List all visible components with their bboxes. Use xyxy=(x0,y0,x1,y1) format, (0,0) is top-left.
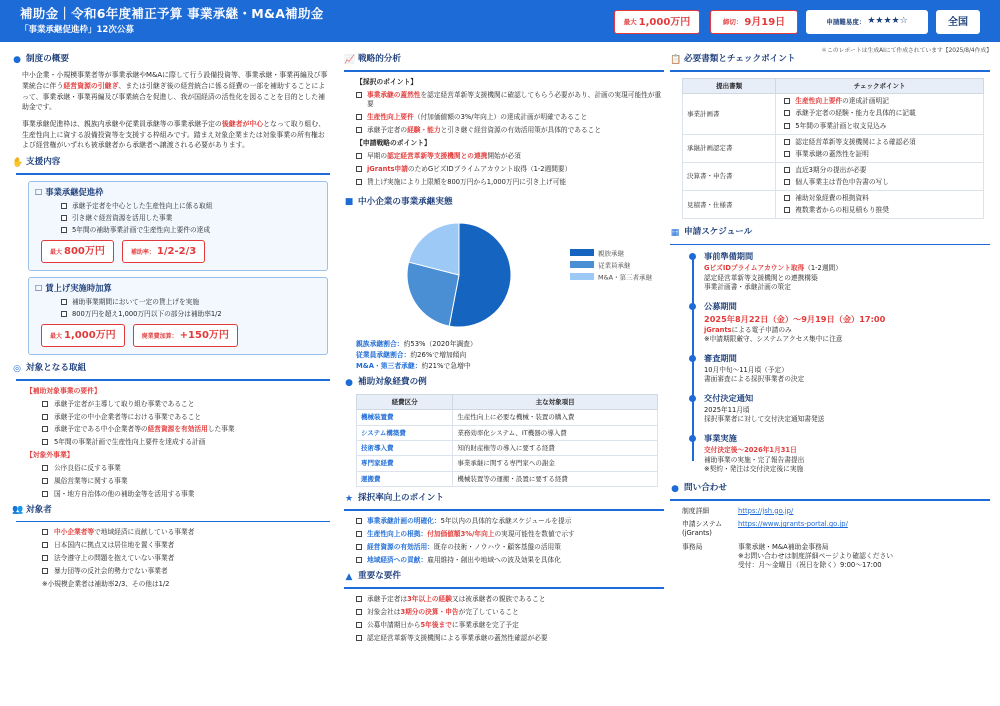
legend-swatch-0 xyxy=(570,249,594,256)
apply-head: 【申請戦略のポイント】 xyxy=(356,138,431,147)
header-banner xyxy=(0,0,1000,42)
adopt-head: 【採択のポイント】 xyxy=(356,77,418,86)
apply-point: jGrants申請のためGビズIDプライムアカウント取得（1-2週間要） xyxy=(356,165,664,174)
eligible-item: 法令遵守上の問題を抱えていない事業者 xyxy=(42,554,334,563)
support-box-wage xyxy=(28,277,328,355)
documents-divider xyxy=(670,70,990,72)
legend-swatch-1 xyxy=(570,261,594,268)
exclusion-item: 公序良俗に反する事業 xyxy=(42,464,334,473)
pie-chart xyxy=(344,213,664,339)
table-row: 見積書・仕様書 補助対象経費の根拠資料 複数業者からの相見積もり推奨 xyxy=(683,191,984,219)
region-badge: 全国 xyxy=(936,10,980,34)
targets-ex-head: 【対象外事業】 xyxy=(26,451,74,460)
warning-icon: ▲ xyxy=(345,571,353,582)
contact-heading: ● 問い合わせ xyxy=(671,482,727,494)
legend-label-0: 親族承継 xyxy=(598,249,624,258)
difficulty-badge: 申請難易度： ★★★★☆ xyxy=(806,10,928,34)
eligible-heading: 👥 対象者 xyxy=(12,504,52,516)
table-row: 承継計画認定書 認定経営革新等支援機関による確認必須 事業承継の蓋然性を証明 xyxy=(683,134,984,162)
strategy-heading: 📈 戦略的分析 xyxy=(344,54,401,65)
documents-table xyxy=(682,78,984,220)
important-item: 公募申請期日から5年後までに事業承継を完了予定 xyxy=(356,621,664,630)
chart-stat: M&A・第三者承継：約21%で急増中 xyxy=(356,361,471,370)
important-heading: ▲ 重要な要件 xyxy=(345,571,401,582)
documents-col-check: チェックポイント xyxy=(776,78,984,93)
support-item: 承継予定者を中心とした生産性向上に係る取組 xyxy=(61,202,321,211)
adoption-point: 生産性向上の根拠：付加価値額3%/年向上の実現可能性を数値で示す xyxy=(356,530,664,539)
table-row: 機械装置費 生産性向上に必要な機械・装置の購入費 xyxy=(357,410,658,425)
schedule-step: 審査期間 10月中旬～11月頃（予定） 書面審査による採択事業者の決定 xyxy=(692,353,990,385)
middle-column xyxy=(344,54,664,647)
targets-req-head: 【補助対象事業の要件】 xyxy=(26,386,101,395)
important-item: 対象会社は3期分の決算・申告が完了していること xyxy=(356,608,664,617)
support-box-wage-title: ☐ 賃上げ実施時加算 xyxy=(35,283,112,294)
eligible-item: 暴力団等の反社会的勢力でない事業者 xyxy=(42,567,334,576)
legend-swatch-2 xyxy=(570,273,594,280)
support-heading: ✋ 支援内容 xyxy=(12,157,61,168)
adopt-point: 生産性向上要件（付加価値額の3%/年向上）の達成計画が明確であること xyxy=(356,113,664,122)
chart-heading: ■ 中小企業の事業承継実態 xyxy=(344,196,453,208)
important-divider xyxy=(344,587,664,589)
contact-row: 制度詳細 https://jsh.go.jp/ xyxy=(682,506,794,515)
info-icon: ● xyxy=(13,54,21,65)
support-rate-pill: 補助率： 1/2-2/3 xyxy=(122,240,205,263)
eligible-footnote: ※小規模企業者は補助率2/3、その他は1/2 xyxy=(42,579,170,588)
overview-para-1: 中小企業・小規模事業者等が事業承継やM&Aに際して行う設備投資等、事業承継・事業再編及び事業統合に伴う経営資源の引継ぎ、または引継ぎ後の経営統合に係る経費の一部を補助することによって、事業承継・事業再編及び事業統合を促進し、我が国経済の活性化を図ることを目的とした補助金です。 xyxy=(22,71,328,112)
chart-stat: 従業員承継割合：約26%で増加傾向 xyxy=(356,350,467,359)
schedule-step: 事前準備期間 GビズIDプライムアカウント取得（1-2週間） 認定経営革新等支援機関との連携構築 事業計画書・承継計画の策定 xyxy=(692,251,990,293)
chart-line-icon: 📈 xyxy=(344,54,356,65)
schedule-step: 交付決定通知 2025年11月頃 採択事業者に対して交付決定通知書発送 xyxy=(692,393,990,425)
adoption-point: 地域経済への貢献：雇用維持・創出や地域への波及効果を具体化 xyxy=(356,556,664,565)
schedule-heading: ▦ 申請スケジュール xyxy=(670,227,753,239)
table-row: 技術導入費 知的財産権等の導入に要する経費 xyxy=(357,440,658,455)
table-row: 運搬費 機械装置等の運搬・設置に要する経費 xyxy=(357,471,658,486)
table-row: 専門家経費 事業承継に関する専門家への謝金 xyxy=(357,456,658,471)
contact-row: 申請システム(jGrants) https://www.jgrants-portal.go.jp/ xyxy=(682,520,848,538)
target-item: 承継予定者が主導して取り組む事業であること xyxy=(42,400,334,409)
support-box-main xyxy=(28,181,328,271)
wage-max-pill: 最大 1,000万円 xyxy=(41,324,125,347)
expenses-table-wrap xyxy=(356,394,658,488)
exclusion-item: 国・地方自治体の他の補助金等を活用する事業 xyxy=(42,490,334,499)
important-item: 認定経営革新等支援機関による事業承継の蓋然性確認が必要 xyxy=(356,634,664,643)
documents-heading: 📋 必要書類とチェックポイント xyxy=(670,54,796,65)
contact-divider xyxy=(670,499,990,501)
table-row: 事業計画書 生産性向上要件の達成計画明記 承継予定者の経験・能力を具体的に記載 5年間の事業計画と収支見込み xyxy=(683,94,984,135)
legend-label-1: 従業員承継 xyxy=(598,261,631,270)
expenses-col-desc: 主な対象項目 xyxy=(453,394,658,409)
chart-stats xyxy=(356,339,664,372)
yen-icon: ● xyxy=(345,378,353,389)
apply-point: 賃上げ実施により上限額を800万円から1,000万円に引き上げ可能 xyxy=(356,178,664,187)
handshake-icon: ✋ xyxy=(12,157,24,168)
deadline-badge: 締切： 9月19日 xyxy=(710,10,798,34)
adoption-point: 事業承継計画の明確化：5年以内の具体的な承継スケジュールを提示 xyxy=(356,517,664,526)
adopt-point: 事業承継の蓋然性を認定経営革新等支援機関に確認してもらう必要があり、計画の実現可能性が重要 xyxy=(356,91,664,109)
overview-para-2: 事業承継促進枠は、親族内承継や従業員承継等の事業承継予定の後継者が中心となって取り組む、生産性向上に資する設備投資等を支援する枠組みです。踏まえ対象企業または対象事業の所有権および経営権がいずれも被承継者から承継者へ譲渡される必要があります。 xyxy=(22,119,326,150)
targets-divider xyxy=(16,379,330,381)
support-max-pill: 最大 800万円 xyxy=(41,240,114,263)
documents-table-wrap xyxy=(682,78,984,220)
trophy-icon: ★ xyxy=(344,493,354,504)
phone-icon: ● xyxy=(671,483,679,494)
eligible-divider xyxy=(16,521,330,523)
target-item: 承継予定である中小企業者等の経営資源を有効活用した事業 xyxy=(42,425,334,434)
target-item: 承継予定の中小企業者等における事業であること xyxy=(42,413,334,422)
documents-col-doc: 提出書類 xyxy=(683,78,776,93)
schedule-step: 公募期間 2025年8月22日（金）～9月19日（金）17:00 jGrantsによる電子申請のみ ※申請期限厳守、システムアクセス集中に注意 xyxy=(692,301,990,345)
right-column xyxy=(670,54,990,575)
clipboard-icon: 📋 xyxy=(670,54,682,65)
expenses-heading: ● 補助対象経費の例 xyxy=(345,377,427,389)
schedule-divider xyxy=(670,244,990,246)
targets-heading: ◎ 対象となる取組 xyxy=(13,363,87,374)
expenses-col-cat: 経費区分 xyxy=(357,394,453,409)
exclusion-item: 風俗営業等に関する事業 xyxy=(42,477,334,486)
support-item: 800万円を超え1,000万円以下の部分は補助率1/2 xyxy=(61,310,321,319)
support-item: 5年間の補助事業計画で生産性向上要件の達成 xyxy=(61,226,321,235)
target-item: 5年間の事業計画で生産性向上要件を達成する計画 xyxy=(42,438,334,447)
eligible-item: 日本国内に拠点又は居住地を置く事業者 xyxy=(42,541,334,550)
people-icon: 👥 xyxy=(12,505,24,516)
table-row: 決算書・申告書 直近3期分の提出が必要 個人事業主は青色申告書の写し xyxy=(683,162,984,190)
page-subtitle: 「事業承継促進枠」12次公募 xyxy=(20,25,134,35)
calendar-icon: ▦ xyxy=(670,228,680,239)
chart-stat: 親族承継割合：約53%（2020年調査） xyxy=(356,339,477,348)
page-title: 補助金｜令和6年度補正予算 事業承継・M&A補助金 xyxy=(20,6,324,21)
support-item: 引き継ぐ経営資源を活用した事業 xyxy=(61,214,321,223)
jsh-link[interactable]: https://jsh.go.jp/ xyxy=(738,506,794,515)
jgrants-link[interactable]: https://www.jgrants-portal.go.jp/ xyxy=(738,520,848,529)
schedule-step: 事業実施 交付決定後～2026年1月31日 補助事業の実施・完了報告書提出 ※契約・発注は交付決定後に実施 xyxy=(692,433,990,475)
max-amount-badge: 最大 1,000万円 xyxy=(614,10,700,34)
strategy-divider xyxy=(344,70,664,72)
adoption-divider xyxy=(344,509,664,511)
left-column xyxy=(12,54,334,588)
pie-chart-area xyxy=(344,213,664,339)
legend-label-2: M&A・第三者承継 xyxy=(598,273,653,282)
support-item: 補助事業期間において一定の賃上げを実施 xyxy=(61,298,321,307)
eligible-item: 中小企業者等で地域経済に貢献している事業者 xyxy=(42,528,334,537)
closure-add-pill: 廃業費加算： +150万円 xyxy=(133,324,238,347)
important-item: 承継予定者は3年以上の経験又は被承継者の親族であること xyxy=(356,595,664,604)
expenses-table xyxy=(356,394,658,488)
support-box-main-title: ☐ 事業承継促進枠 xyxy=(35,186,104,197)
adoption-heading: ★ 採択率向上のポイント xyxy=(344,493,444,504)
support-divider xyxy=(16,173,330,175)
target-icon: ◎ xyxy=(13,363,21,374)
apply-point: 早期の認定経営革新等支援機関との連携開始が必須 xyxy=(356,152,664,161)
building-icon: ■ xyxy=(344,197,354,208)
table-row: システム構築費 業務効率化システム、IT機器の導入費 xyxy=(357,425,658,440)
overview-heading: ● 制度の概要 xyxy=(13,54,69,65)
adoption-point: 経営資源の有効活用：既存の技術・ノウハウ・顧客基盤の活用策 xyxy=(356,543,664,552)
contact-row: 事務局 事業承継・M&A補助金事務局 ※お問い合わせは制度詳細ページより確認ください 受付：月～金曜日（祝日を除く）9:00～17:00 xyxy=(682,543,894,569)
adopt-point: 承継予定者の経験・能力と引き継ぐ経営資源の有効活用策が具体的であること xyxy=(356,126,664,135)
ai-note: ＊このレポートは生成AIにて作成されています【2025/8/4作成】 xyxy=(821,48,992,54)
contact-block xyxy=(682,507,990,570)
schedule-timeline xyxy=(692,251,990,475)
